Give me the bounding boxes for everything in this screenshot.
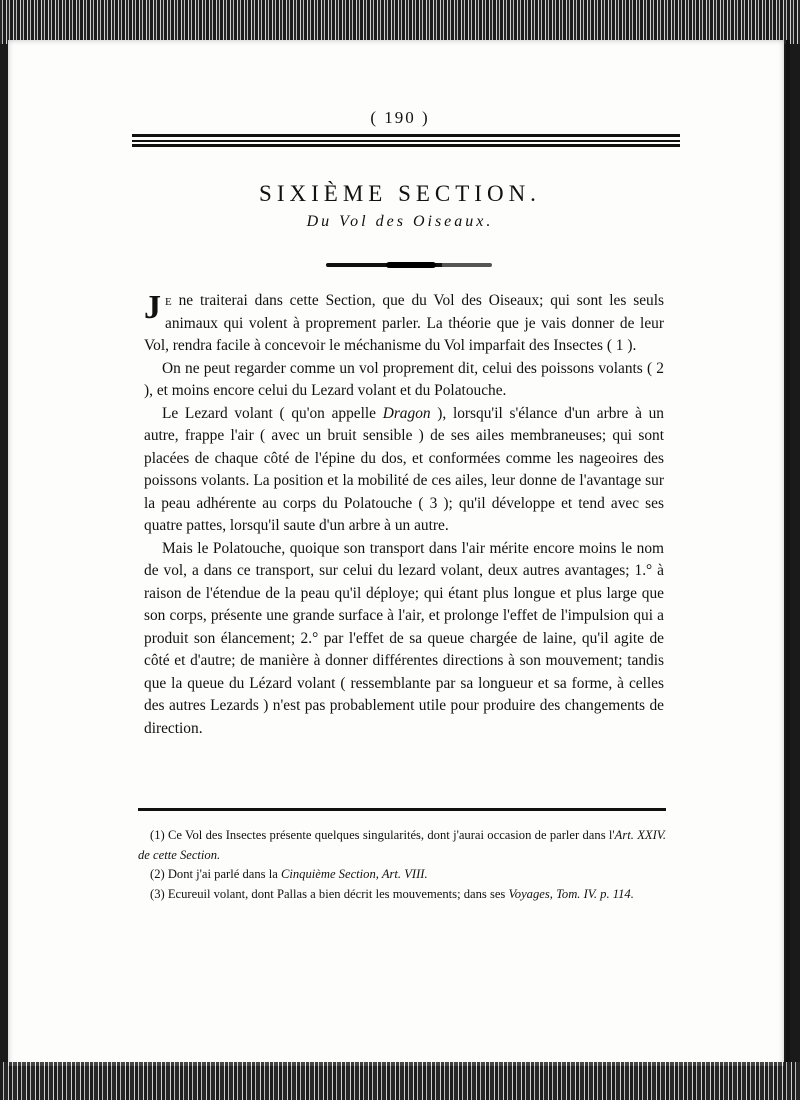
footnotes (138, 826, 666, 904)
paragraph-1-text: ne traiterai dans cette Section, que du Vol des Oiseaux; qui sont les seuls animaux qui volent à proprement parler. La théorie que je vais donner de leur Vol, rendra facile à concevoir le méchanisme du Vol imparfait des Insectes ( 1 ). (144, 292, 664, 354)
paragraph-1 (144, 290, 664, 358)
section-title: SIXIÈME SECTION. (259, 181, 541, 207)
footnote-3-italic: Voyages, Tom. IV. p. 114. (508, 886, 634, 901)
body-text (144, 290, 664, 740)
paragraph-3-after: ), lorsqu'il s'élance d'un arbre à un autre, frappe l'air ( avec un bruit sensible ) de ses ailes membraneuses; qui sont placées de chaque côté de l'épine du dos, et conformées comme les nageoires des poissons volants. La position et la mobilité de ces ailes, leur donne de l'avantage sur la peau adhérente au corps du Polatouche ( 3 ); qu'il développe et tend avec ses quatre pattes, lorsqu'il saute d'un arbre à un autre. (144, 404, 664, 534)
scan-edge-bottom (0, 1062, 800, 1100)
footnote-1-italic: Art. XXIV. de cette Section. (138, 828, 667, 862)
paragraph-3-before: Le Lezard volant ( qu'on appelle (162, 404, 383, 422)
footnote-1-text: (1) Ce Vol des Insectes présente quelques singularités, dont j'aurai occasion de parler dans l' (150, 828, 615, 842)
footnote-2 (138, 865, 666, 885)
footnote-2-italic: Cinquième Section, Art. VIII. (280, 867, 428, 881)
page-number: ( 190 ) (370, 108, 430, 127)
header-triple-rule (132, 134, 680, 148)
paragraph-4: Mais le Polatouche, quoique son transport dans l'air mérite encore moins le nom de vol, a dans ce transport, sur celui du lezard volant, deux autres avantages; 1.° à raison de l'étendue de la peau qu'il déploye; qui étant plus longue et plus large que son corps, présente une grande surface à l'air, et prolonge l'effet de l'impulsion qui a produit son élancement; 2.° par l'effet de sa queue chargée de laine, qu'il agite de côté et d'autre; de manière à donner différentes directions à son mouvement; tandis que la queue du Lézard volant ( ressemblante par sa longueur et sa forme, à celles des autres Lezards ) n'est pas probablement utile pour produire des changements de direction. (144, 539, 664, 737)
footnote-3 (138, 885, 666, 905)
drop-cap: J (144, 289, 161, 326)
footnote-3-text: (3) Ecureuil volant, dont Pallas a bien décrit les mouvements; dans ses (150, 886, 509, 901)
ornament-rule (326, 263, 492, 267)
footnote-1 (138, 826, 666, 865)
footnote-2-text: (2) Dont j'ai parlé dans la (150, 867, 281, 881)
paragraph-3 (144, 403, 664, 538)
section-subtitle: Du Vol des Oiseaux. (306, 213, 494, 230)
footnote-rule (138, 808, 666, 811)
paragraph-3-italic: Dragon (382, 404, 431, 422)
paragraph-2: On ne peut regarder comme un vol proprement dit, celui des poissons volants ( 2 ), et moins encore celui du Lezard volant et du Polatouche. (144, 359, 664, 399)
drop-cap-rest: e (165, 292, 172, 309)
scan-edge-top (0, 0, 800, 44)
